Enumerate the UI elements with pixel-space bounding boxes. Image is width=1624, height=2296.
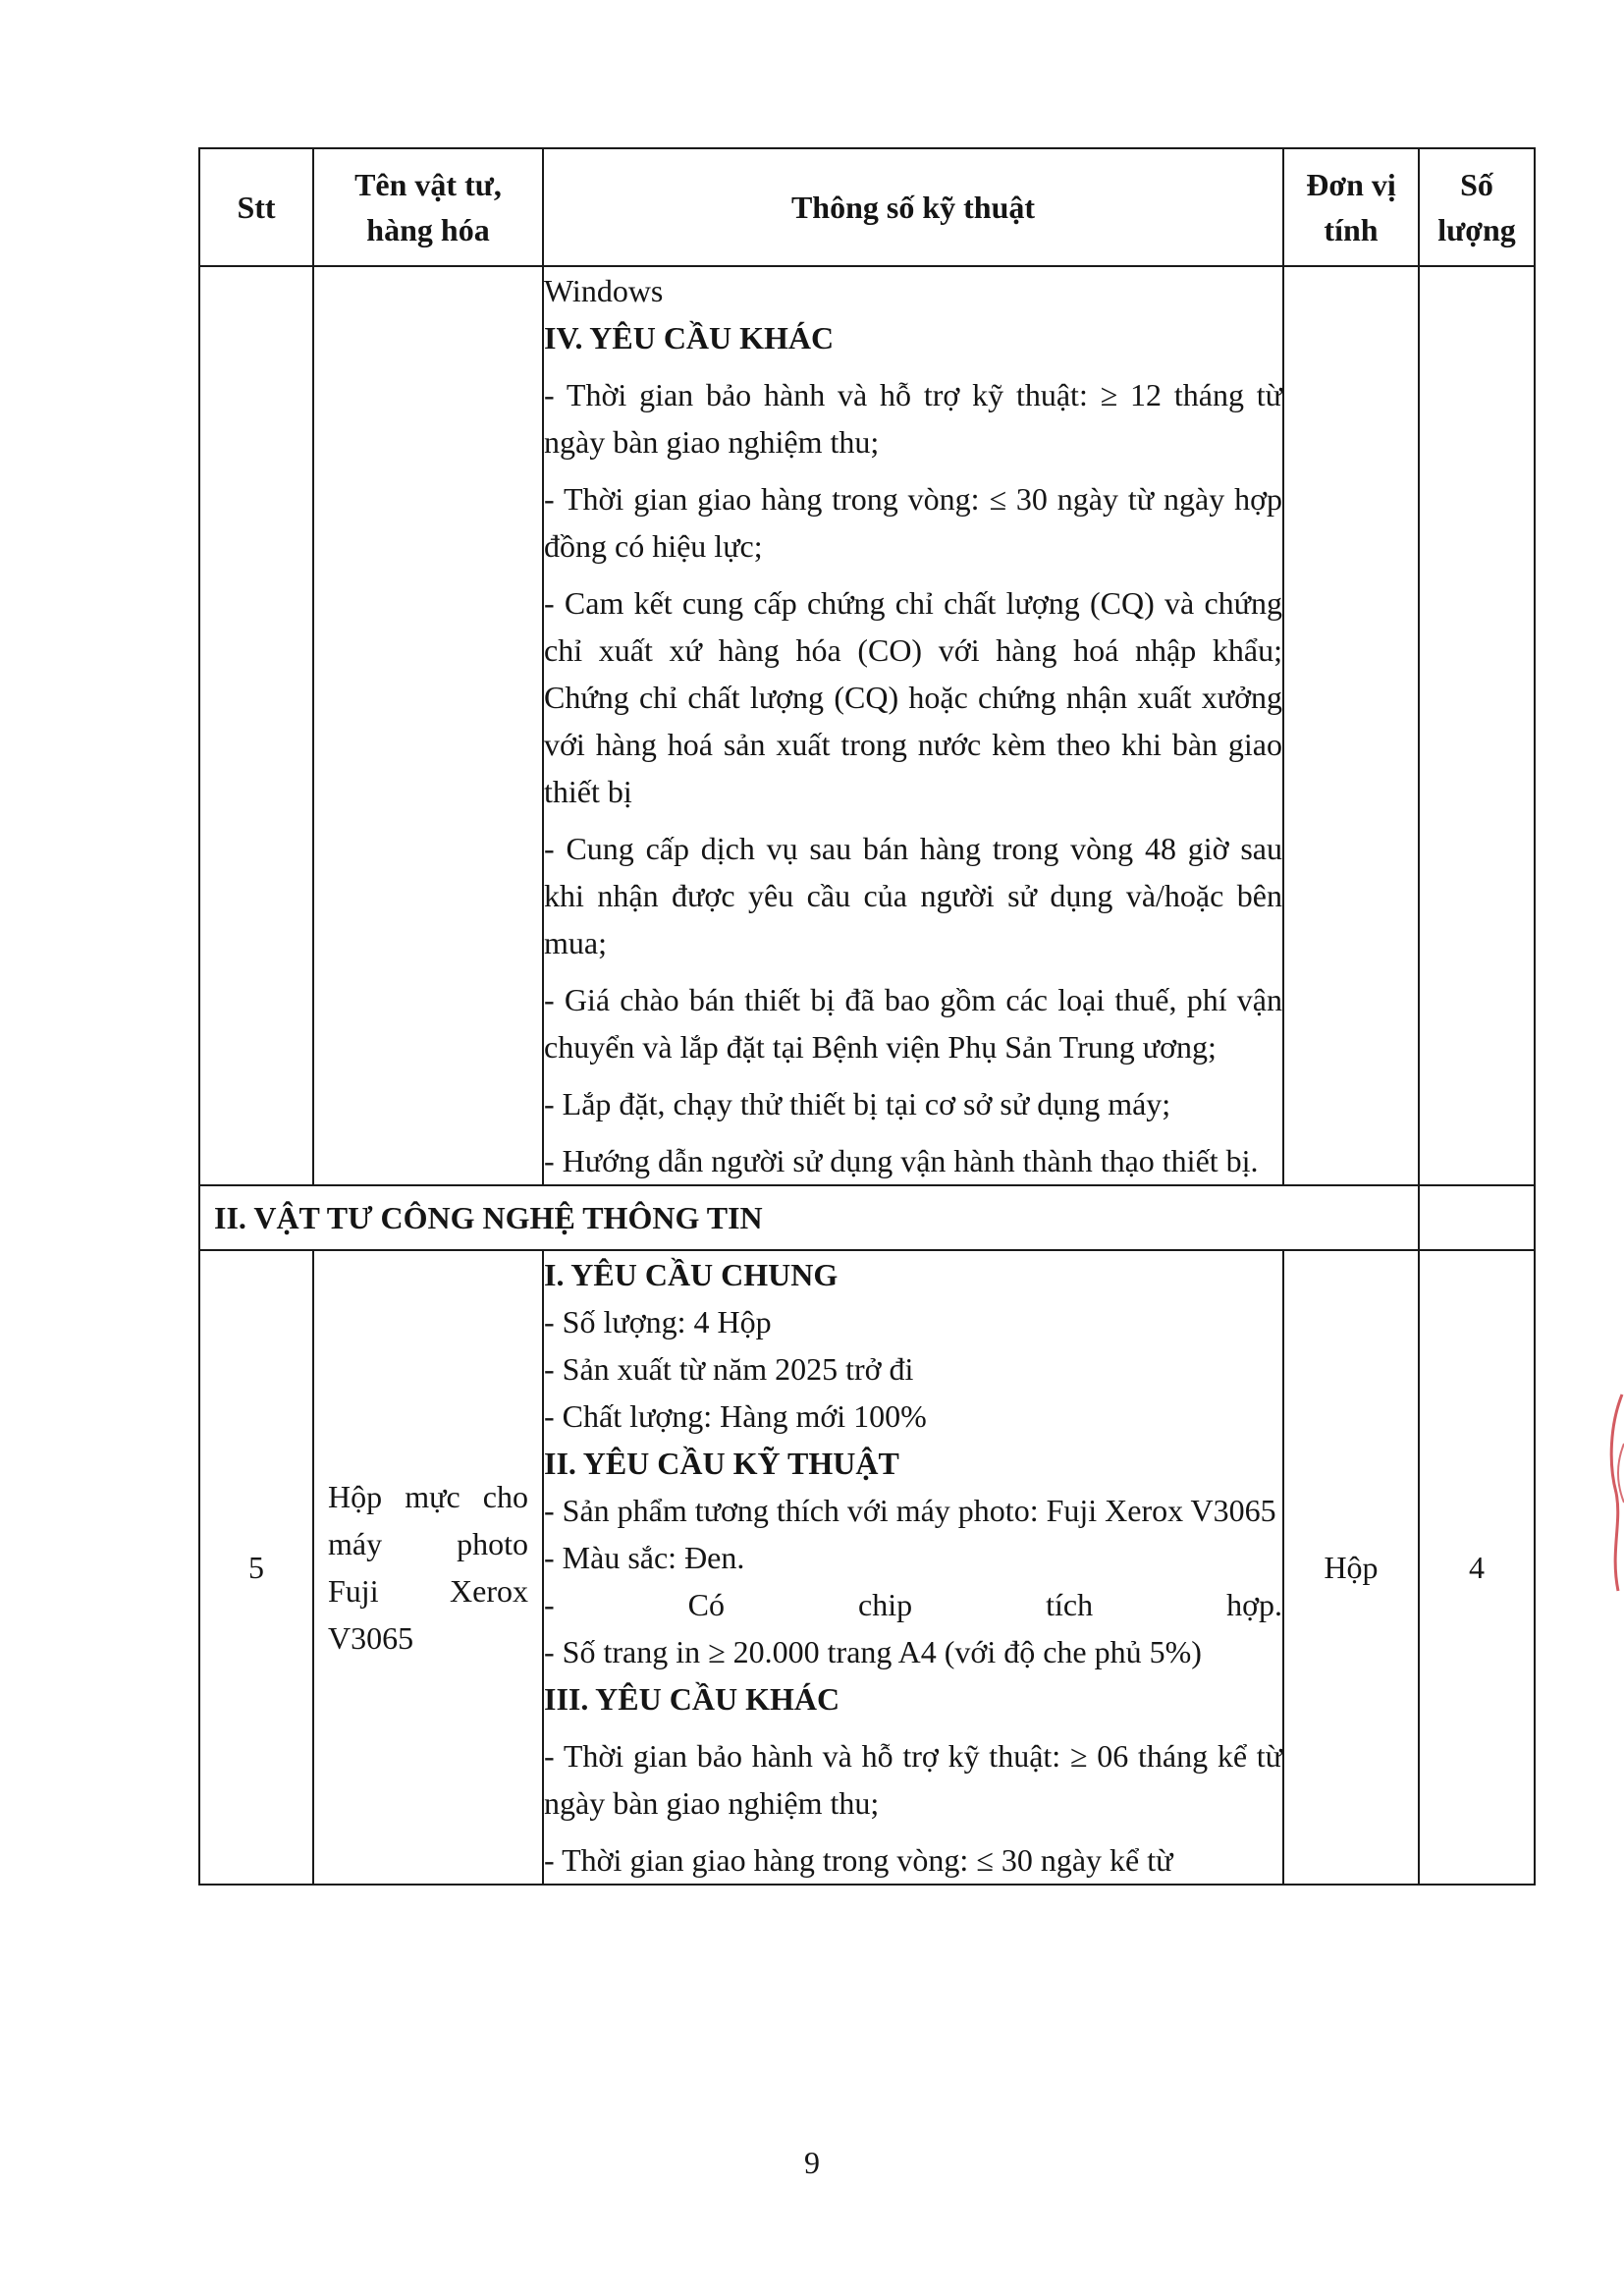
spec-line: - Chất lượng: Hàng mới 100% — [544, 1398, 927, 1434]
spec-table — [198, 147, 1536, 1886]
header-name-line-1: Tên vật tư, — [354, 167, 502, 202]
header-stt: Stt — [199, 148, 313, 266]
item-name-line-3: Fuji Xerox — [328, 1573, 528, 1609]
section-empty-cell — [1419, 1185, 1535, 1250]
table-row-continued — [199, 266, 1535, 1185]
item-spec-cell — [543, 1250, 1283, 1885]
spec-line: - Thời gian giao hàng trong vòng: ≤ 30 ngày từ ngày hợp đồng có hiệu lực; — [544, 481, 1282, 564]
spec-heading: I. YÊU CẦU CHUNG — [544, 1257, 839, 1292]
continued-unit-cell — [1283, 266, 1419, 1185]
item-name-line-4: V3065 — [328, 1620, 414, 1656]
continued-stt-cell — [199, 266, 313, 1185]
table-header-row — [199, 148, 1535, 266]
spec-line: - Số trang in ≥ 20.000 trang A4 (với độ che phủ 5%) — [544, 1634, 1202, 1669]
section-row — [199, 1185, 1535, 1250]
header-name — [313, 148, 543, 266]
header-spec: Thông số kỹ thuật — [543, 148, 1283, 266]
spec-heading: III. YÊU CẦU KHÁC — [544, 1681, 840, 1717]
table-row-item-5 — [199, 1250, 1535, 1885]
red-stamp-edge — [1604, 1385, 1624, 1601]
item-spec-list — [544, 1251, 1282, 1884]
spec-line: - Sản xuất từ năm 2025 trở đi — [544, 1351, 914, 1387]
continued-spec-list — [544, 267, 1282, 1184]
spec-line: - Có chip tích hợp. — [544, 1587, 1282, 1622]
header-qty — [1419, 148, 1535, 266]
spec-line: - Số lượng: 4 Hộp — [544, 1304, 772, 1339]
spec-heading: IV. YÊU CẦU KHÁC — [544, 320, 835, 355]
spec-line: - Cam kết cung cấp chứng chỉ chất lượng (CQ) và chứng chỉ xuất xứ hàng hóa (CO) với hàng hoá nhập khẩu; Chứng chỉ chất lượng (CQ) hoặc chứng nhận xuất xưởng với hàng hoá sản xuất trong nước kèm theo khi bàn giao thiết bị — [544, 585, 1282, 809]
header-unit — [1283, 148, 1419, 266]
continued-spec-cell — [543, 266, 1283, 1185]
spec-line: - Thời gian bảo hành và hỗ trợ kỹ thuật: ≥ 12 tháng từ ngày bàn giao nghiệm thu; — [544, 377, 1282, 460]
spec-line: - Màu sắc: Đen. — [544, 1540, 745, 1575]
header-name-line-2: hàng hóa — [366, 212, 490, 247]
spec-line: - Thời gian bảo hành và hỗ trợ kỹ thuật: ≥ 06 tháng kể từ ngày bàn giao nghiệm thu; — [544, 1738, 1282, 1821]
spec-line: - Giá chào bán thiết bị đã bao gồm các loại thuế, phí vận chuyển và lắp đặt tại Bệnh viện Phụ Sản Trung ương; — [544, 982, 1282, 1065]
spec-line: - Lắp đặt, chạy thử thiết bị tại cơ sở sử dụng máy; — [544, 1086, 1171, 1121]
header-unit-line-2: tính — [1324, 212, 1379, 247]
continued-name-cell — [313, 266, 543, 1185]
item-name-line-1: Hộp mực cho — [328, 1479, 528, 1514]
section-title: II. VẬT TƯ CÔNG NGHỆ THÔNG TIN — [199, 1185, 1419, 1250]
header-qty-line-2: lượng — [1437, 212, 1516, 247]
continued-qty-cell — [1419, 266, 1535, 1185]
item-unit: Hộp — [1283, 1250, 1419, 1885]
spec-line: - Thời gian giao hàng trong vòng: ≤ 30 ngày kể từ — [544, 1842, 1173, 1878]
item-name — [313, 1250, 543, 1885]
spec-line: Windows — [544, 273, 664, 308]
item-name-line-2: máy photo — [328, 1526, 528, 1561]
spec-line: - Sản phẩm tương thích với máy photo: Fuji Xerox V3065 — [544, 1493, 1276, 1528]
item-qty: 4 — [1419, 1250, 1535, 1885]
item-stt: 5 — [199, 1250, 313, 1885]
header-qty-line-1: Số — [1460, 167, 1493, 202]
header-unit-line-1: Đơn vị — [1306, 167, 1396, 202]
page-number: 9 — [804, 2145, 820, 2180]
spec-line: - Cung cấp dịch vụ sau bán hàng trong vòng 48 giờ sau khi nhận được yêu cầu của người sử dụng và/hoặc bên mua; — [544, 831, 1282, 960]
spec-line: - Hướng dẫn người sử dụng vận hành thành thạo thiết bị. — [544, 1143, 1259, 1178]
spec-heading: II. YÊU CẦU KỸ THUẬT — [544, 1446, 899, 1481]
